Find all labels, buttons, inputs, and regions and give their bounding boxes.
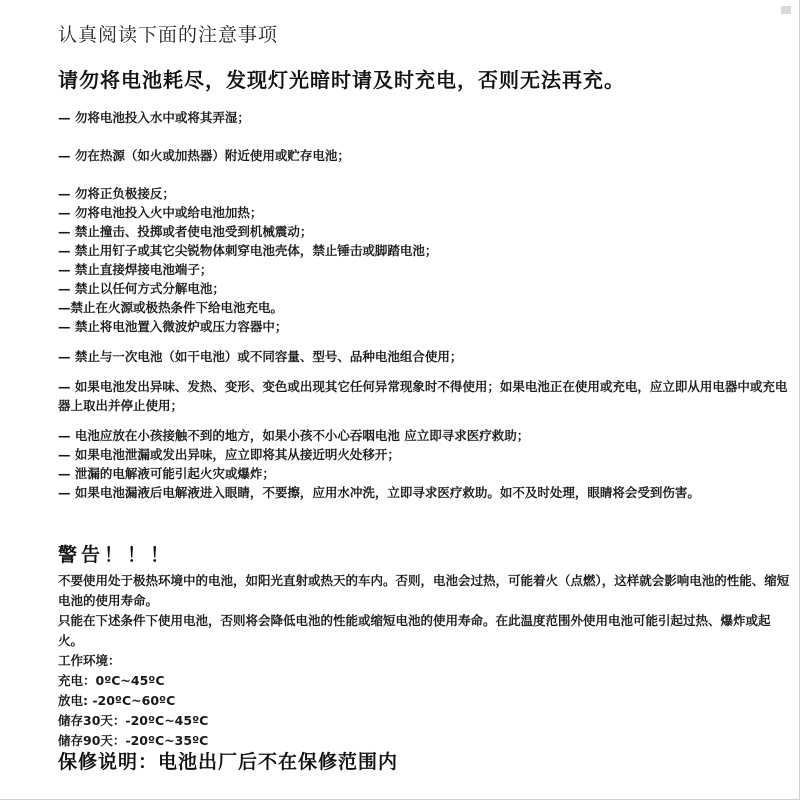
warranty-note: 保修说明：电池出厂后不在保修范围内 [58,751,399,773]
precaution-item: — 勿将电池投入水中或将其弄湿； [58,110,250,125]
precaution-item: — 电池应放在小孩接触不到的地方，如果小孩不小心吞咽电池 应立即寻求医疗救助； [58,428,530,443]
precaution-item: —禁止在火源或极热条件下给电池充电。 [58,300,284,315]
precaution-item: — 禁止将电池置入微波炉或压力容器中； [58,319,288,334]
corner-mark [781,6,791,14]
warning-paragraph: 不要使用处于极热环境中的电池，如阳光直射或热天的车内。否则，电池会过热，可能着火（点燃），这样就会影响电池的性能、缩短电池的使用寿命。 [58,573,790,608]
precaution-item: — 禁止以任何方式分解电池； [58,281,225,296]
precaution-item: — 如果电池泄漏或发出异味，应立即将其从接近明火处移开； [58,447,400,462]
precaution-item: — 泄漏的电解液可能引起火灾或爆炸； [58,466,275,481]
environment-discharge: 放电: -20ºC~60ºC [58,693,176,708]
precaution-item: — 如果电池漏液后电解液进入眼睛，不要擦，应用水冲洗，立即寻求医疗救助。如不及时处理，眼睛将会受到伤害。 [58,485,700,500]
precaution-item: — 勿在热源（如火或加热器）附近使用或贮存电池； [58,148,350,163]
warning-section [58,571,792,751]
precaution-item: — 勿将电池投入火中或给电池加热； [58,205,263,220]
precaution-item: — 禁止与一次电池（如干电池）或不同容量、型号、品种电池组合使用； [58,349,463,364]
headline-notice: 请勿将电池耗尽，发现灯光暗时请及时充电，否则无法再充。 [58,68,625,92]
precaution-item: — 禁止撞击、投掷或者使电池受到机械震动； [58,224,313,239]
precaution-item: — 禁止用钉子或其它尖锐物体刺穿电池壳体，禁止锤击或脚踏电池； [58,243,438,258]
environment-storage-30: 储存30天：-20ºC~45ºC [58,713,209,728]
page-title: 认真阅读下面的注意事项 [58,24,279,46]
warning-paragraph: 只能在下述条件下使用电池，否则将会降低电池的性能或缩短电池的使用寿命。在此温度范围外使用电池可能引起过热、爆炸或起火。 [58,613,771,648]
environment-charge: 充电：0ºC~45ºC [58,673,165,688]
precaution-item: — 如果电池发出异味、发热、变形、变色或出现其它任何异常现象时不得使用；如果电池正在使用或充电，应立即从用电器中或充电器上取出并停止使用； [58,379,788,413]
precautions-list [58,108,788,502]
environment-label: 工作环境： [58,653,121,668]
environment-storage-90: 储存90天：-20ºC~35ºC [58,733,209,748]
warning-heading: 警告！！！ [58,544,174,566]
precaution-item: — 勿将正负极接反； [58,186,175,201]
precaution-item: — 禁止直接焊接电池端子； [58,262,213,277]
